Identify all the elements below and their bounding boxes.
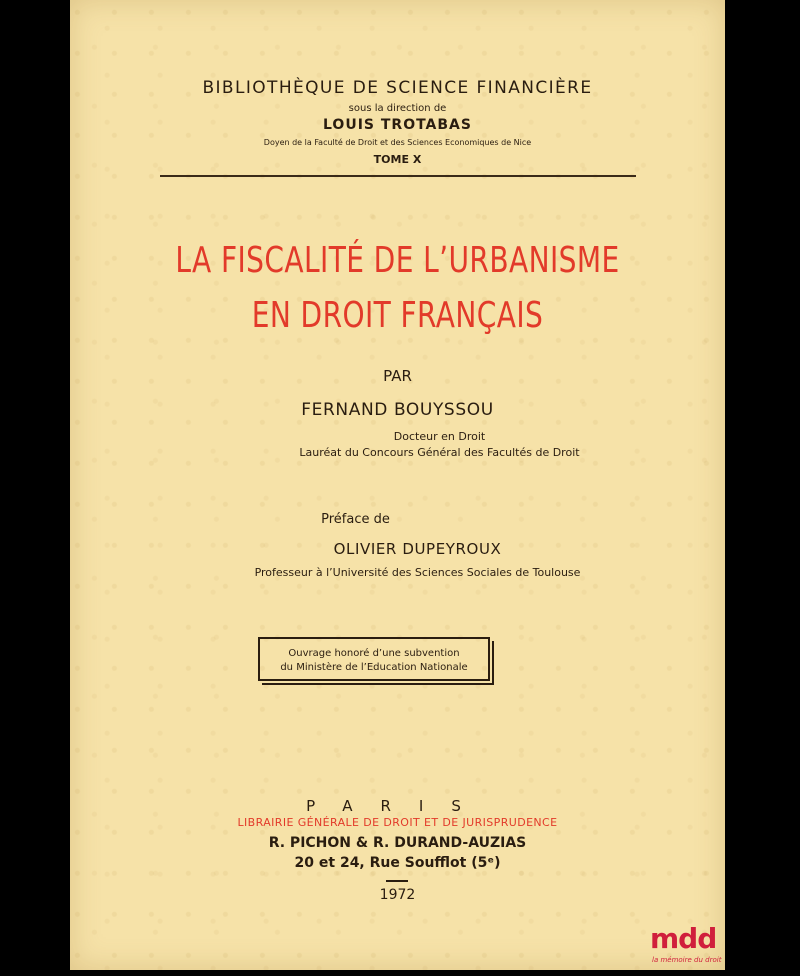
- year-dash: [386, 880, 408, 882]
- subsidy-line-1: Ouvrage honoré d’une subvention: [288, 648, 460, 659]
- author-name: FERNAND BOUYSSOU: [301, 400, 494, 420]
- publisher-name: LIBRAIRIE GÉNÉRALE DE DROIT ET DE JURISPRUDENCE: [237, 816, 558, 829]
- author-credential-1: Docteur en Droit: [393, 430, 486, 443]
- preface-label: Préface de: [321, 512, 390, 527]
- subsidy-line-2: du Ministère de l’Education Nationale: [280, 662, 468, 673]
- tome-number: TOME X: [373, 153, 422, 166]
- book-title-line1: LA FISCALITÉ DE L’URBANISME: [175, 240, 620, 281]
- mdd-logo: [650, 922, 730, 972]
- preface-author-credential: Professeur à l’Université des Sciences Sociales de Toulouse: [254, 566, 581, 579]
- director-title: Doyen de la Faculté de Droit et des Sciences Economiques de Nice: [263, 138, 532, 147]
- publisher-owners: R. PICHON & R. DURAND-AUZIAS: [268, 835, 527, 851]
- series-title: BIBLIOTHÈQUE DE SCIENCE FINANCIÈRE: [202, 78, 593, 98]
- series-director: LOUIS TROTABAS: [323, 117, 472, 133]
- logo-tagline: la mémoire du droit: [652, 956, 722, 964]
- publisher-address: 20 et 24, Rue Soufflot (5ᵉ): [294, 855, 501, 871]
- book-title-line2: EN DROIT FRANÇAIS: [251, 295, 544, 336]
- book-cover: [70, 0, 725, 970]
- publication-year: 1972: [379, 887, 416, 903]
- preface-author: OLIVIER DUPEYROUX: [333, 540, 502, 558]
- by-label: PAR: [383, 367, 412, 385]
- subsidy-notice-box: [258, 637, 490, 681]
- direction-label: sous la direction de: [348, 103, 447, 114]
- logo-mark: mdd: [650, 922, 717, 955]
- author-credential-2: Lauréat du Concours Général des Facultés de Droit: [299, 446, 580, 459]
- publication-city: PARIS: [306, 797, 489, 815]
- header-rule: [160, 175, 636, 177]
